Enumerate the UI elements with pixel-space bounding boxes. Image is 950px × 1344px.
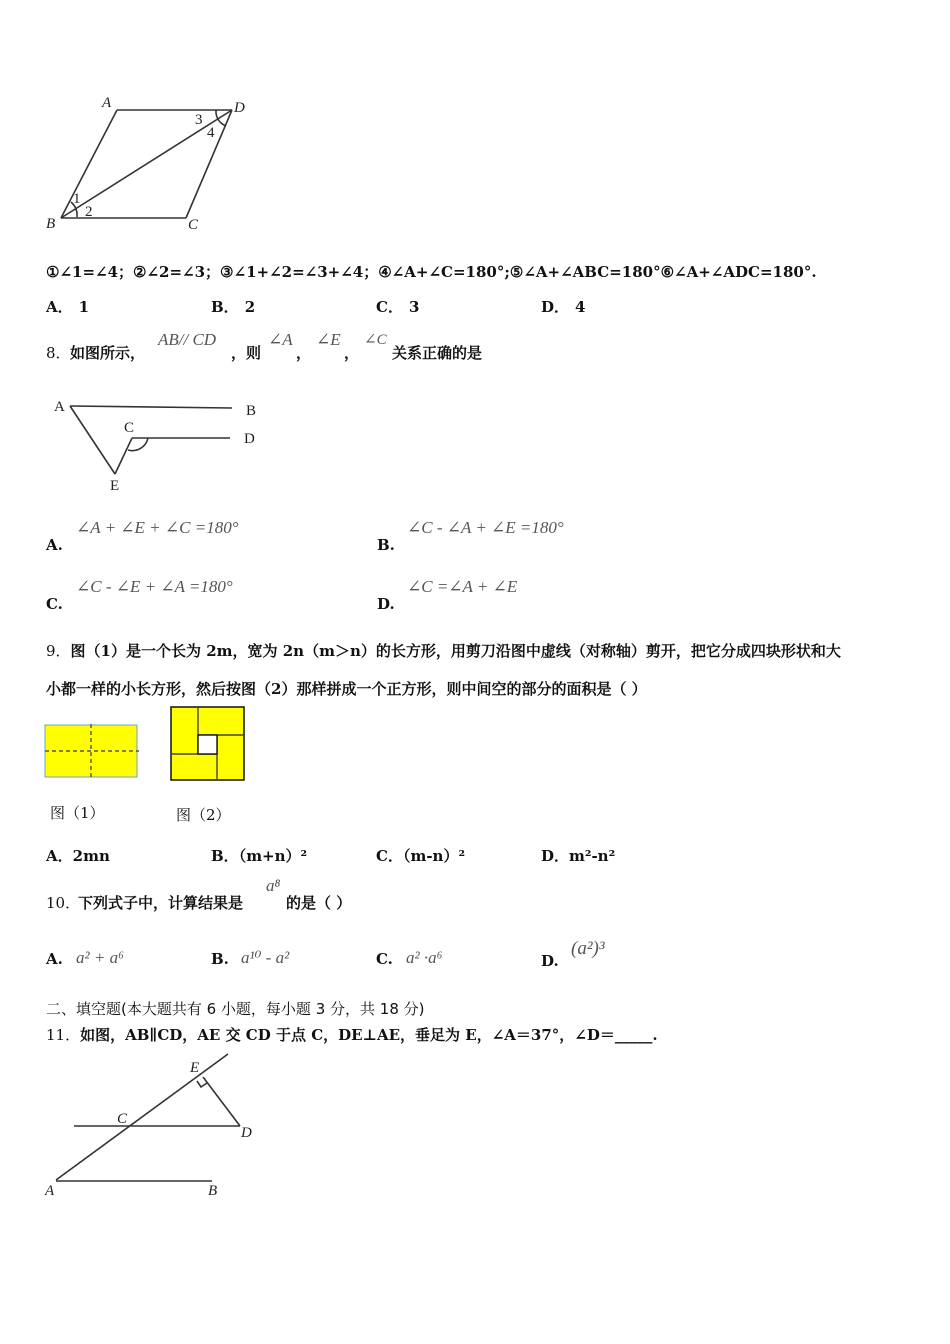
option-letter: B． — [211, 298, 239, 316]
q8-number: 8． — [46, 344, 71, 362]
option-letter: C. — [376, 950, 393, 968]
q10-math-a8: a⁸ — [266, 876, 281, 895]
option-expr: a² + a⁶ — [76, 948, 124, 967]
q8-label-e: E — [110, 478, 120, 494]
option-expr: a¹⁰ - a² — [241, 948, 290, 967]
q8-stem-pre: 如图所示， — [70, 344, 146, 362]
option-letter: B． — [211, 847, 239, 865]
option-letter: A． — [46, 847, 73, 865]
option-expr: ∠A + ∠E + ∠C =180° — [76, 518, 239, 537]
q9-number: 9． — [46, 642, 71, 660]
q11-label-b: B — [208, 1183, 218, 1199]
option-value: 2 — [244, 298, 256, 316]
q8-math-angle-a: ∠A — [268, 330, 293, 349]
q7-label-c: C — [188, 217, 199, 233]
q9-figure-2 — [170, 706, 246, 782]
q9-figure-1-caption: 图（1） — [50, 804, 105, 822]
q8-figure — [40, 390, 270, 500]
option-value: 2mn — [72, 847, 110, 865]
q7-angle-2: 2 — [85, 204, 93, 220]
option-value: 4 — [575, 298, 586, 316]
q9-figure-2-caption: 图（2） — [176, 806, 231, 824]
q8-sep1: ，则 — [231, 344, 262, 362]
q10-stem-pre: 下列式子中，计算结果是 — [78, 894, 244, 912]
option-value: （m+n）² — [238, 847, 308, 865]
q7-statements: ①∠1=∠4；②∠2=∠3；③∠1+∠2=∠3+∠4；④∠A+∠C=180°;⑤∠A+∠ABC=180°⑥∠A+∠ADC=180°. — [46, 263, 817, 281]
q8-math-angle-c: ∠C — [364, 332, 387, 348]
q9-option-c[interactable] — [376, 845, 465, 866]
q8-math-angle-e: ∠E — [316, 330, 341, 349]
option-value: （m-n）² — [402, 847, 466, 865]
q7-angle-4: 4 — [207, 125, 215, 141]
option-letter: C． — [376, 298, 403, 316]
option-letter: D. — [377, 595, 395, 613]
q11-text: 如图，AB∥CD，AE 交 CD 于点 C，DE⊥AE，垂足为 E，∠A＝37°，∠D＝_____. — [80, 1026, 658, 1044]
q9-option-a[interactable] — [46, 845, 110, 866]
q7-option-c[interactable] — [376, 296, 419, 317]
q7-label-b: B — [46, 216, 56, 232]
q10-stem-post: 的是（ ） — [286, 894, 352, 912]
q11-figure — [40, 1050, 270, 1205]
q11-stem — [46, 1024, 658, 1045]
q11-label-d: D — [241, 1125, 252, 1141]
q8-label-b: B — [246, 403, 257, 419]
option-letter: B. — [211, 950, 229, 968]
q7-option-d[interactable] — [541, 296, 585, 317]
q11-label-e: E — [190, 1060, 200, 1076]
q8-sep2: ， — [296, 344, 312, 362]
option-letter: D． — [541, 847, 570, 865]
q8-stem-post: 关系正确的是 — [392, 344, 483, 362]
q11-label-c: C — [117, 1111, 128, 1127]
option-letter: B. — [377, 536, 395, 554]
option-letter: C． — [376, 847, 403, 865]
q7-option-a[interactable] — [46, 296, 89, 317]
q9-option-d[interactable] — [541, 845, 615, 866]
option-value: 3 — [408, 298, 420, 316]
option-expr: ∠C - ∠E + ∠A =180° — [76, 577, 233, 596]
q9-line1: 图（1）是一个长为 2m，宽为 2n（m＞n）的长方形，用剪刀沿图中虚线（对称轴）剪开，把它分成四块形状和大 — [70, 642, 841, 660]
option-expr: a² ·a⁶ — [406, 948, 443, 967]
section-2-heading: 二、填空题(本大题共有 6 小题，每小题 3 分，共 18 分) — [46, 1000, 425, 1018]
q8-math-parallel: AB// CD — [158, 330, 217, 349]
q11-label-a: A — [45, 1183, 55, 1199]
q9-stem-line2: 小都一样的小长方形，然后按图（2）那样拼成一个正方形，则中间空的部分的面积是（ ） — [46, 680, 647, 698]
q7-label-d: D — [234, 100, 245, 116]
q9-option-b[interactable] — [211, 845, 307, 866]
q7-angle-3: 3 — [195, 112, 203, 128]
q7-label-a: A — [102, 95, 112, 111]
q9-stem-line1 — [46, 640, 841, 661]
q7-option-b[interactable] — [211, 296, 255, 317]
q8-label-a: A — [54, 399, 65, 415]
option-letter: A. — [46, 536, 63, 554]
q8-label-d: D — [244, 431, 255, 447]
option-value: m²-n² — [569, 847, 616, 865]
q10-stem — [46, 876, 446, 912]
option-expr: ∠C - ∠A + ∠E =180° — [407, 518, 564, 537]
option-letter: A． — [46, 298, 73, 316]
q11-number: 11． — [46, 1026, 81, 1044]
option-letter: D． — [541, 298, 570, 316]
option-letter: C. — [46, 595, 63, 613]
option-value: 1 — [78, 298, 90, 316]
option-expr: (a²)³ — [571, 938, 605, 959]
q10-number: 10． — [46, 894, 81, 912]
q7-parallelogram-figure — [40, 90, 270, 240]
option-letter: D. — [541, 952, 559, 970]
q8-sep3: ， — [344, 344, 360, 362]
q9-figure-1 — [44, 724, 140, 780]
option-letter: A. — [46, 950, 63, 968]
option-expr: ∠C =∠A + ∠E — [407, 577, 518, 596]
q7-angle-1: 1 — [73, 191, 81, 207]
q8-label-c: C — [124, 420, 135, 436]
